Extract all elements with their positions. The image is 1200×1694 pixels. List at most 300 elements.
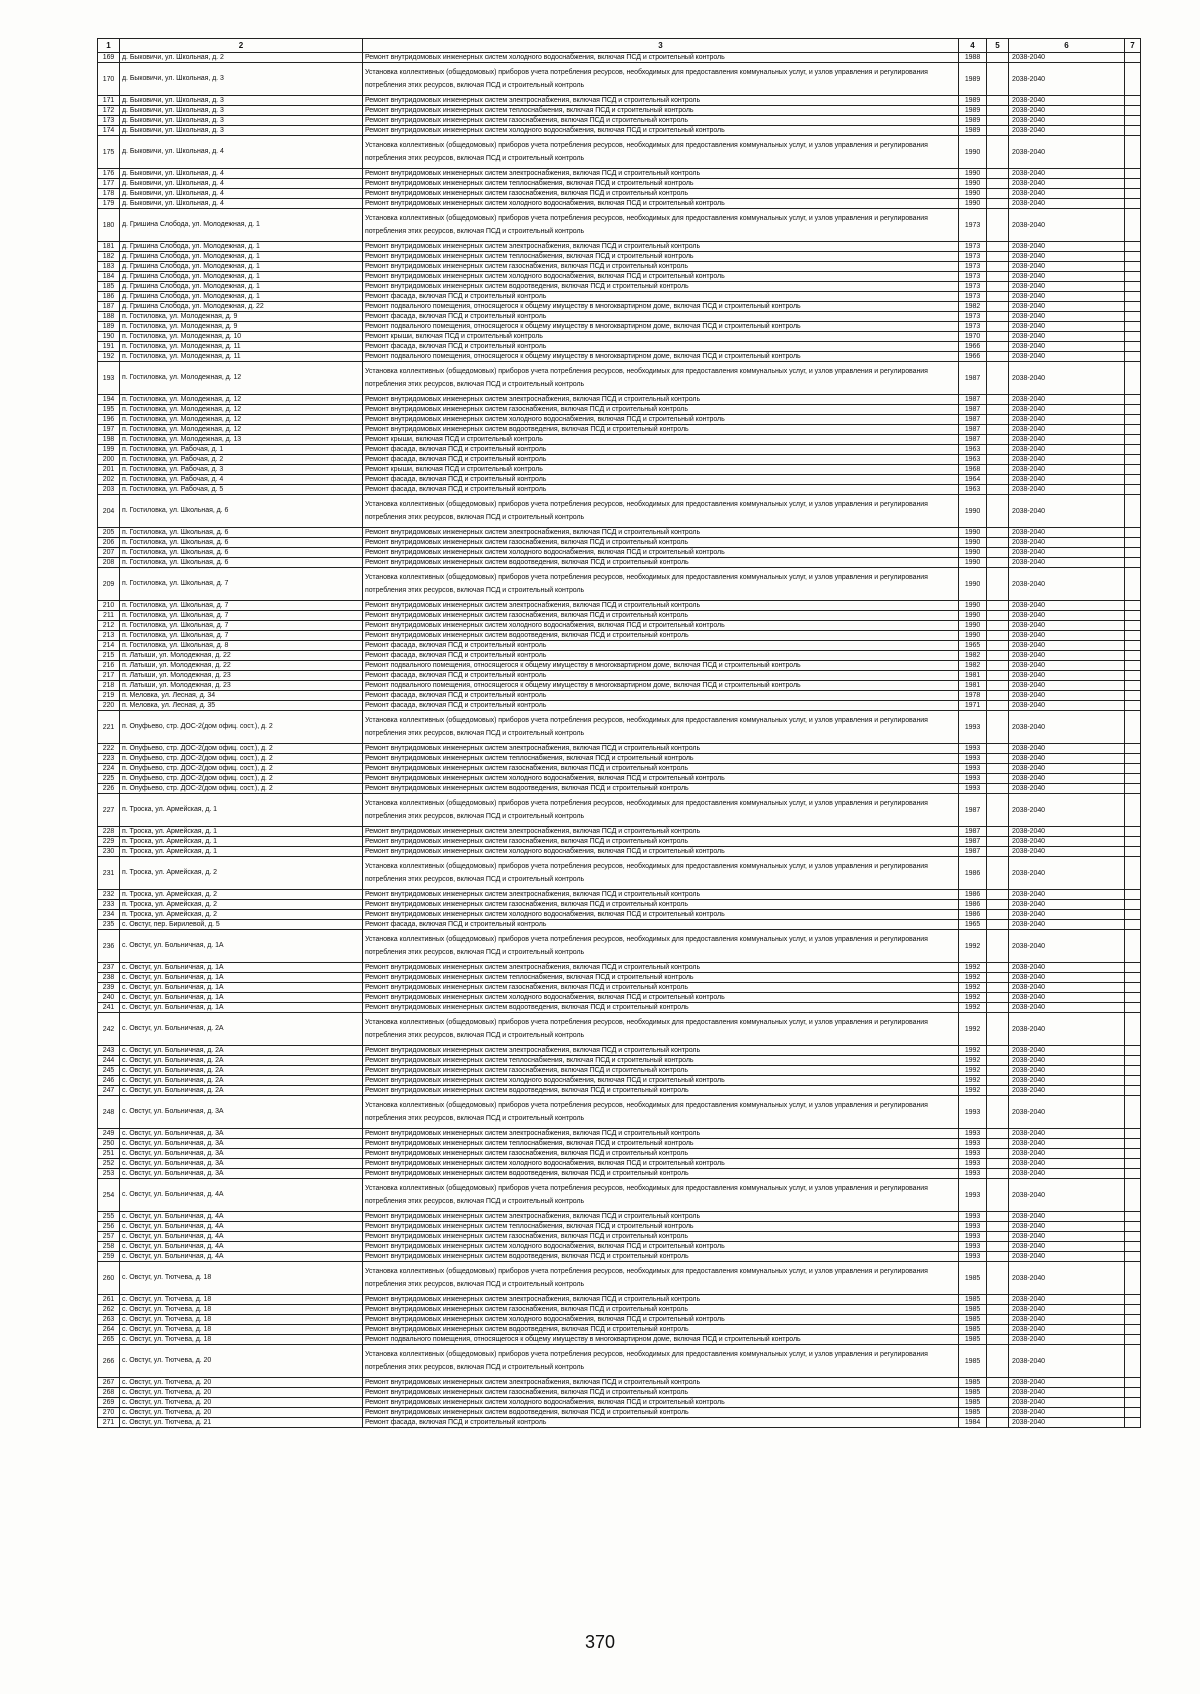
empty-cell-col-7 [1125,1086,1141,1096]
address-cell: п. Троска, ул. Армейская, д. 2 [120,890,363,900]
empty-cell-col-5 [987,1262,1009,1295]
row-number: 249 [98,1129,120,1139]
row-number: 245 [98,1066,120,1076]
row-number: 241 [98,1003,120,1013]
row-number: 190 [98,332,120,342]
period-cell: 2038-2040 [1009,1305,1125,1315]
year-cell: 1978 [959,691,987,701]
period-cell: 2038-2040 [1009,910,1125,920]
empty-cell-col-7 [1125,1242,1141,1252]
address-cell: д. Быковичи, ул. Школьная, д. 3 [120,63,363,96]
table-row [98,1252,1141,1262]
period-cell: 2038-2040 [1009,1418,1125,1428]
address-cell: с. Овстуг, ул. Больничная, д. 1А [120,930,363,963]
empty-cell-col-7 [1125,342,1141,352]
year-cell: 1993 [959,764,987,774]
year-cell: 1970 [959,332,987,342]
row-number: 266 [98,1345,120,1378]
empty-cell-col-7 [1125,528,1141,538]
work-type-cell: Ремонт подвального помещения, относящегося к общему имуществу в многоквартирном доме, включая ПСД и строительный контроль [363,681,959,691]
address-cell: с. Овстуг, ул. Больничная, д. 3А [120,1149,363,1159]
address-cell: д. Быковичи, ул. Школьная, д. 2 [120,53,363,63]
work-type-cell: Ремонт внутридомовых инженерных систем холодного водоснабжения, включая ПСД и строительный контроль [363,1315,959,1325]
period-cell: 2038-2040 [1009,63,1125,96]
address-cell: с. Овстуг, ул. Больничная, д. 4А [120,1222,363,1232]
empty-cell-col-7 [1125,332,1141,342]
empty-cell-col-7 [1125,1212,1141,1222]
empty-cell-col-7 [1125,199,1141,209]
empty-cell-col-7 [1125,63,1141,96]
empty-cell-col-5 [987,538,1009,548]
row-number: 247 [98,1086,120,1096]
address-cell: с. Овстуг, ул. Тютчева, д. 20 [120,1388,363,1398]
empty-cell-col-5 [987,764,1009,774]
year-cell: 1990 [959,199,987,209]
year-cell: 1973 [959,242,987,252]
year-cell: 1966 [959,342,987,352]
address-cell: п. Троска, ул. Армейская, д. 1 [120,837,363,847]
empty-cell-col-5 [987,1305,1009,1315]
address-cell: с. Овстуг, ул. Больничная, д. 4А [120,1242,363,1252]
row-number: 194 [98,395,120,405]
year-cell: 1973 [959,312,987,322]
row-number: 191 [98,342,120,352]
table-row [98,1315,1141,1325]
table-row [98,568,1141,601]
year-cell: 1993 [959,784,987,794]
row-number: 207 [98,548,120,558]
work-type-cell: Ремонт внутридомовых инженерных систем электроснабжения, включая ПСД и строительный контроль [363,827,959,837]
year-cell: 1985 [959,1378,987,1388]
year-cell: 1987 [959,362,987,395]
row-number: 195 [98,405,120,415]
table-row [98,528,1141,538]
row-number: 209 [98,568,120,601]
period-cell: 2038-2040 [1009,963,1125,973]
empty-cell-col-5 [987,342,1009,352]
work-type-cell: Ремонт внутридомовых инженерных систем водоотведения, включая ПСД и строительный контроль [363,1252,959,1262]
row-number: 268 [98,1388,120,1398]
address-cell: п. Гостиловка, ул. Молодежная, д. 12 [120,415,363,425]
table-row [98,993,1141,1003]
empty-cell-col-7 [1125,1139,1141,1149]
empty-cell-col-7 [1125,744,1141,754]
empty-cell-col-5 [987,651,1009,661]
row-number: 176 [98,169,120,179]
row-number: 223 [98,754,120,764]
address-cell: с. Овстуг, ул. Больничная, д. 3А [120,1096,363,1129]
period-cell: 2038-2040 [1009,837,1125,847]
table-row [98,136,1141,169]
empty-cell-col-7 [1125,282,1141,292]
address-cell: с. Овстуг, ул. Больничная, д. 2А [120,1013,363,1046]
table-row [98,1408,1141,1418]
address-cell: п. Латыши, ул. Молодежная, д. 22 [120,651,363,661]
empty-cell-col-5 [987,116,1009,126]
empty-cell-col-7 [1125,1418,1141,1428]
empty-cell-col-7 [1125,661,1141,671]
table-row [98,1169,1141,1179]
address-cell: д. Быковичи, ул. Школьная, д. 4 [120,199,363,209]
year-cell: 1993 [959,1212,987,1222]
period-cell: 2038-2040 [1009,930,1125,963]
empty-cell-col-7 [1125,445,1141,455]
address-cell: п. Гостиловка, ул. Рабочая, д. 4 [120,475,363,485]
year-cell: 1964 [959,475,987,485]
empty-cell-col-7 [1125,1378,1141,1388]
row-number: 231 [98,857,120,890]
address-cell: с. Овстуг, ул. Больничная, д. 4А [120,1179,363,1212]
row-number: 202 [98,475,120,485]
work-type-cell: Ремонт подвального помещения, относящегося к общему имуществу в многоквартирном доме, включая ПСД и строительный контроль [363,661,959,671]
empty-cell-col-7 [1125,1325,1141,1335]
empty-cell-col-7 [1125,621,1141,631]
address-cell: с. Овстуг, ул. Больничная, д. 1А [120,973,363,983]
address-cell: п. Гостиловка, ул. Молодежная, д. 13 [120,435,363,445]
empty-cell-col-5 [987,1096,1009,1129]
row-number: 210 [98,601,120,611]
row-number: 192 [98,352,120,362]
empty-cell-col-7 [1125,179,1141,189]
period-cell: 2038-2040 [1009,611,1125,621]
work-type-cell: Ремонт фасада, включая ПСД и строительный контроль [363,292,959,302]
work-type-cell: Ремонт внутридомовых инженерных систем теплоснабжения, включая ПСД и строительный контроль [363,1056,959,1066]
year-cell: 1963 [959,455,987,465]
work-type-cell: Ремонт фасада, включая ПСД и строительный контроль [363,455,959,465]
row-number: 178 [98,189,120,199]
year-cell: 1992 [959,1003,987,1013]
empty-cell-col-5 [987,691,1009,701]
period-cell: 2038-2040 [1009,601,1125,611]
address-cell: с. Овстуг, ул. Тютчева, д. 18 [120,1335,363,1345]
period-cell: 2038-2040 [1009,455,1125,465]
period-cell: 2038-2040 [1009,701,1125,711]
address-cell: с. Овстуг, ул. Больничная, д. 1А [120,1003,363,1013]
empty-cell-col-7 [1125,601,1141,611]
empty-cell-col-5 [987,920,1009,930]
table-row [98,1325,1141,1335]
work-type-cell: Ремонт внутридомовых инженерных систем водоотведения, включая ПСД и строительный контроль [363,558,959,568]
row-number: 229 [98,837,120,847]
work-type-cell: Ремонт подвального помещения, относящегося к общему имуществу в многоквартирном доме, включая ПСД и строительный контроль [363,322,959,332]
row-number: 251 [98,1149,120,1159]
period-cell: 2038-2040 [1009,1179,1125,1212]
year-cell: 1985 [959,1315,987,1325]
address-cell: с. Овстуг, ул. Больничная, д. 3А [120,1139,363,1149]
table-row [98,983,1141,993]
empty-cell-col-7 [1125,847,1141,857]
work-type-cell: Установка коллективных (общедомовых) приборов учета потребления ресурсов, необходимых для предоставления коммунальных услуг, и узлов управления и регулирования потребления этих ресурсов, включая ПСД и строительный контроль [363,209,959,242]
table-row [98,1046,1141,1056]
year-cell: 1990 [959,601,987,611]
row-number: 236 [98,930,120,963]
address-cell: с. Овстуг, ул. Больничная, д. 4А [120,1232,363,1242]
empty-cell-col-5 [987,1129,1009,1139]
table-row [98,242,1141,252]
empty-cell-col-7 [1125,794,1141,827]
empty-cell-col-7 [1125,774,1141,784]
period-cell: 2038-2040 [1009,425,1125,435]
table-row [98,651,1141,661]
year-cell: 1968 [959,465,987,475]
period-cell: 2038-2040 [1009,671,1125,681]
year-cell: 1990 [959,495,987,528]
year-cell: 1966 [959,352,987,362]
address-cell: с. Овстуг, ул. Больничная, д. 1А [120,963,363,973]
period-cell: 2038-2040 [1009,362,1125,395]
row-number: 222 [98,744,120,754]
year-cell: 1965 [959,920,987,930]
year-cell: 1987 [959,435,987,445]
period-cell: 2038-2040 [1009,189,1125,199]
table-row [98,1003,1141,1013]
header-col-6: 6 [1009,39,1125,53]
period-cell: 2038-2040 [1009,711,1125,744]
period-cell: 2038-2040 [1009,993,1125,1003]
table-row [98,681,1141,691]
row-number: 215 [98,651,120,661]
row-number: 188 [98,312,120,322]
empty-cell-col-5 [987,857,1009,890]
year-cell: 1987 [959,837,987,847]
work-type-cell: Ремонт внутридомовых инженерных систем газоснабжения, включая ПСД и строительный контроль [363,116,959,126]
empty-cell-col-5 [987,621,1009,631]
empty-cell-col-7 [1125,1398,1141,1408]
table-row [98,558,1141,568]
table-row [98,1418,1141,1428]
work-type-cell: Ремонт внутридомовых инженерных систем электроснабжения, включая ПСД и строительный контроль [363,1295,959,1305]
period-cell: 2038-2040 [1009,827,1125,837]
row-number: 216 [98,661,120,671]
period-cell: 2038-2040 [1009,558,1125,568]
empty-cell-col-7 [1125,1129,1141,1139]
period-cell: 2038-2040 [1009,1139,1125,1149]
period-cell: 2038-2040 [1009,262,1125,272]
table-row [98,784,1141,794]
empty-cell-col-7 [1125,415,1141,425]
table-row [98,272,1141,282]
work-type-cell: Ремонт внутридомовых инженерных систем теплоснабжения, включая ПСД и строительный контроль [363,106,959,116]
address-cell: п. Гостиловка, ул. Школьная, д. 6 [120,538,363,548]
period-cell: 2038-2040 [1009,465,1125,475]
year-cell: 1982 [959,661,987,671]
empty-cell-col-5 [987,1252,1009,1262]
period-cell: 2038-2040 [1009,1408,1125,1418]
empty-cell-col-5 [987,1388,1009,1398]
address-cell: с. Овстуг, ул. Тютчева, д. 20 [120,1378,363,1388]
work-type-cell: Ремонт внутридомовых инженерных систем электроснабжения, включая ПСД и строительный контроль [363,601,959,611]
address-cell: с. Овстуг, ул. Тютчева, д. 18 [120,1295,363,1305]
period-cell: 2038-2040 [1009,1242,1125,1252]
row-number: 258 [98,1242,120,1252]
year-cell: 1982 [959,651,987,661]
empty-cell-col-7 [1125,312,1141,322]
period-cell: 2038-2040 [1009,774,1125,784]
work-type-cell: Ремонт фасада, включая ПСД и строительный контроль [363,445,959,455]
row-number: 233 [98,900,120,910]
empty-cell-col-7 [1125,1169,1141,1179]
work-type-cell: Установка коллективных (общедомовых) приборов учета потребления ресурсов, необходимых для предоставления коммунальных услуг, и узлов управления и регулирования потребления этих ресурсов, включая ПСД и строительный контроль [363,1179,959,1212]
empty-cell-col-7 [1125,1066,1141,1076]
address-cell: п. Гостиловка, ул. Школьная, д. 6 [120,558,363,568]
table-row [98,691,1141,701]
empty-cell-col-5 [987,568,1009,601]
empty-cell-col-5 [987,983,1009,993]
address-cell: с. Овстуг, ул. Больничная, д. 2А [120,1066,363,1076]
row-number: 262 [98,1305,120,1315]
empty-cell-col-5 [987,1169,1009,1179]
table-row [98,910,1141,920]
empty-cell-col-5 [987,1003,1009,1013]
empty-cell-col-7 [1125,1408,1141,1418]
work-type-cell: Ремонт внутридомовых инженерных систем газоснабжения, включая ПСД и строительный контроль [363,405,959,415]
period-cell: 2038-2040 [1009,754,1125,764]
work-type-cell: Ремонт фасада, включая ПСД и строительный контроль [363,920,959,930]
row-number: 235 [98,920,120,930]
year-cell: 1985 [959,1295,987,1305]
year-cell: 1990 [959,528,987,538]
empty-cell-col-7 [1125,475,1141,485]
year-cell: 1987 [959,415,987,425]
address-cell: п. Гостиловка, ул. Школьная, д. 6 [120,495,363,528]
empty-cell-col-7 [1125,558,1141,568]
year-cell: 1993 [959,1139,987,1149]
period-cell: 2038-2040 [1009,169,1125,179]
year-cell: 1987 [959,395,987,405]
work-type-cell: Ремонт внутридомовых инженерных систем теплоснабжения, включая ПСД и строительный контроль [363,179,959,189]
work-type-cell: Ремонт фасада, включая ПСД и строительный контроль [363,312,959,322]
row-number: 255 [98,1212,120,1222]
work-type-cell: Ремонт внутридомовых инженерных систем холодного водоснабжения, включая ПСД и строительный контроль [363,1242,959,1252]
year-cell: 1985 [959,1345,987,1378]
address-cell: д. Быковичи, ул. Школьная, д. 3 [120,116,363,126]
period-cell: 2038-2040 [1009,415,1125,425]
address-cell: с. Овстуг, ул. Больничная, д. 3А [120,1129,363,1139]
table-row [98,847,1141,857]
header-col-3: 3 [363,39,959,53]
table-row [98,169,1141,179]
year-cell: 1990 [959,179,987,189]
work-type-cell: Ремонт внутридомовых инженерных систем газоснабжения, включая ПСД и строительный контроль [363,837,959,847]
address-cell: д. Гришина Слобода, ул. Молодежная, д. 1 [120,292,363,302]
year-cell: 1993 [959,1159,987,1169]
period-cell: 2038-2040 [1009,528,1125,538]
year-cell: 1981 [959,681,987,691]
work-type-cell: Ремонт внутридомовых инженерных систем водоотведения, включая ПСД и строительный контроль [363,1003,959,1013]
year-cell: 1987 [959,425,987,435]
empty-cell-col-7 [1125,405,1141,415]
year-cell: 1993 [959,744,987,754]
work-type-cell: Ремонт фасада, включая ПСД и строительный контроль [363,1418,959,1428]
table-row [98,701,1141,711]
work-type-cell: Ремонт внутридомовых инженерных систем газоснабжения, включая ПСД и строительный контроль [363,1388,959,1398]
table-row [98,445,1141,455]
row-number: 183 [98,262,120,272]
row-number: 237 [98,963,120,973]
work-type-cell: Ремонт внутридомовых инженерных систем холодного водоснабжения, включая ПСД и строительный контроль [363,1398,959,1408]
row-number: 256 [98,1222,120,1232]
table-row [98,857,1141,890]
row-number: 175 [98,136,120,169]
table-row [98,485,1141,495]
work-type-cell: Ремонт внутридомовых инженерных систем электроснабжения, включая ПСД и строительный контроль [363,242,959,252]
work-type-cell: Установка коллективных (общедомовых) приборов учета потребления ресурсов, необходимых для предоставления коммунальных услуг, и узлов управления и регулирования потребления этих ресурсов, включая ПСД и строительный контроль [363,1096,959,1129]
empty-cell-col-5 [987,1013,1009,1046]
table-row [98,671,1141,681]
address-cell: с. Овстуг, ул. Тютчева, д. 21 [120,1418,363,1428]
period-cell: 2038-2040 [1009,242,1125,252]
period-cell: 2038-2040 [1009,1325,1125,1335]
address-cell: с. Овстуг, ул. Больничная, д. 3А [120,1169,363,1179]
table-row [98,963,1141,973]
table-row [98,1086,1141,1096]
empty-cell-col-5 [987,136,1009,169]
work-type-cell: Установка коллективных (общедомовых) приборов учета потребления ресурсов, необходимых для предоставления коммунальных услуг, и узлов управления и регулирования потребления этих ресурсов, включая ПСД и строительный контроль [363,794,959,827]
year-cell: 1990 [959,189,987,199]
period-cell: 2038-2040 [1009,1378,1125,1388]
address-cell: с. Овстуг, ул. Больничная, д. 2А [120,1046,363,1056]
year-cell: 1993 [959,1169,987,1179]
empty-cell-col-7 [1125,651,1141,661]
work-type-cell: Ремонт внутридомовых инженерных систем электроснабжения, включая ПСД и строительный контроль [363,1378,959,1388]
header-row [98,39,1141,53]
address-cell: п. Опуфьево, стр. ДОС-2(дом офиц. сост.), д. 2 [120,774,363,784]
table-row [98,292,1141,302]
empty-cell-col-7 [1125,1149,1141,1159]
empty-cell-col-7 [1125,711,1141,744]
work-type-cell: Ремонт внутридомовых инженерных систем электроснабжения, включая ПСД и строительный контроль [363,528,959,538]
empty-cell-col-5 [987,744,1009,754]
row-number: 213 [98,631,120,641]
work-type-cell: Ремонт крыши, включая ПСД и строительный контроль [363,465,959,475]
address-cell: п. Опуфьево, стр. ДОС-2(дом офиц. сост.), д. 2 [120,754,363,764]
work-type-cell: Ремонт внутридомовых инженерных систем водоотведения, включая ПСД и строительный контроль [363,784,959,794]
row-number: 261 [98,1295,120,1305]
empty-cell-col-7 [1125,857,1141,890]
period-cell: 2038-2040 [1009,352,1125,362]
address-cell: с. Овстуг, ул. Тютчева, д. 20 [120,1408,363,1418]
year-cell: 1985 [959,1335,987,1345]
work-type-cell: Установка коллективных (общедомовых) приборов учета потребления ресурсов, необходимых для предоставления коммунальных услуг, и узлов управления и регулирования потребления этих ресурсов, включая ПСД и строительный контроль [363,857,959,890]
empty-cell-col-7 [1125,116,1141,126]
table-row [98,455,1141,465]
year-cell: 1987 [959,794,987,827]
table-row [98,1096,1141,1129]
empty-cell-col-5 [987,106,1009,116]
period-cell: 2038-2040 [1009,973,1125,983]
row-number: 221 [98,711,120,744]
empty-cell-col-7 [1125,209,1141,242]
empty-cell-col-7 [1125,485,1141,495]
empty-cell-col-5 [987,558,1009,568]
table-row [98,920,1141,930]
period-cell: 2038-2040 [1009,548,1125,558]
period-cell: 2038-2040 [1009,1013,1125,1046]
table-row [98,435,1141,445]
empty-cell-col-5 [987,973,1009,983]
address-cell: д. Быковичи, ул. Школьная, д. 4 [120,136,363,169]
empty-cell-col-5 [987,53,1009,63]
work-type-cell: Ремонт внутридомовых инженерных систем водоотведения, включая ПСД и строительный контроль [363,1086,959,1096]
table-row [98,96,1141,106]
table-row [98,1129,1141,1139]
table-row [98,252,1141,262]
empty-cell-col-7 [1125,352,1141,362]
row-number: 267 [98,1378,120,1388]
period-cell: 2038-2040 [1009,332,1125,342]
year-cell: 1989 [959,106,987,116]
period-cell: 2038-2040 [1009,641,1125,651]
